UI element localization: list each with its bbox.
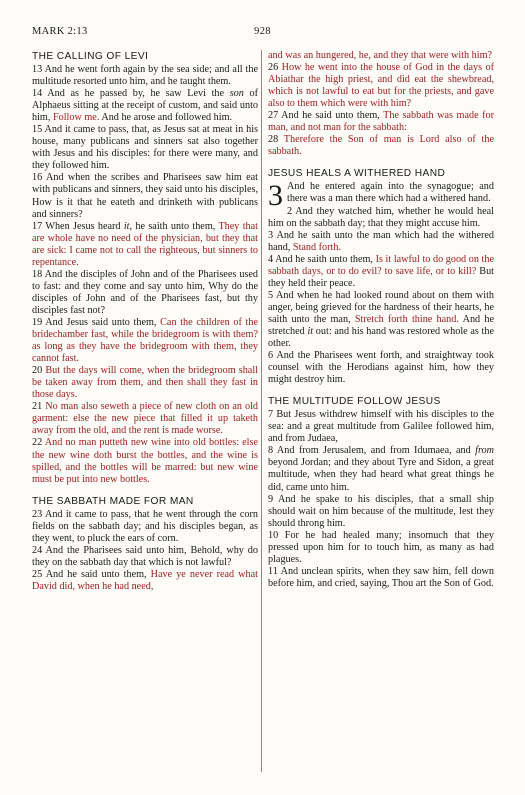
verse-text: 9 And he spake to his disciples, that a small ship should wait on him because of the multitude, lest they should throng him. xyxy=(268,493,494,529)
words-of-christ: But the days will come, when the bridegroom shall be taken away from them, and then shall they fast in those days. xyxy=(32,365,258,401)
verse-text: 7 But Jesus withdrew himself with his disciples to the sea: and a great multitude from Galilee followed him, and from Judaea, xyxy=(268,409,494,445)
verse xyxy=(268,566,494,590)
words-of-christ: No man also seweth a piece of new cloth on an old garment: else the new piece that filled it up taketh away from the old, and the rent is made worse. xyxy=(32,401,259,437)
left-column xyxy=(32,50,258,593)
verse xyxy=(32,509,258,545)
verse xyxy=(268,409,494,445)
verse xyxy=(32,124,258,172)
verse xyxy=(268,350,494,386)
verse xyxy=(32,64,258,88)
verse-text: 27 And he said unto them, xyxy=(268,110,384,122)
verse xyxy=(268,110,494,134)
words-of-christ: and was an hungered, he, and they that were with him? xyxy=(268,50,493,61)
verse-text: 23 And it came to pass, that he went through the corn fields on the sabbath day; and his disciples began, as they went, to pluck the ears of corn. xyxy=(32,508,258,544)
verse-text: 21 xyxy=(32,401,46,413)
section-heading: THE MULTITUDE FOLLOW JESUS xyxy=(268,396,441,408)
chapter-number: 3 xyxy=(268,179,283,213)
verse-text: And he stretched xyxy=(268,313,494,337)
verse-text: 25 And he said unto them, xyxy=(32,568,151,580)
words-of-christ: Is it lawful to do good on the sabbath days, or to do evil? to save life, or to kill? xyxy=(268,253,494,277)
verse-text: 6 And the Pharisees went forth, and straightway took counsel with the Herodians against him, how they might destroy him. xyxy=(268,350,494,386)
verse xyxy=(268,494,494,530)
italic-text: son xyxy=(229,88,244,100)
italic-text: from xyxy=(475,445,494,457)
right-column xyxy=(268,50,494,590)
verse-text: 10 For he had healed many; insomuch that they pressed upon him for to touch him, as many as had plagues. xyxy=(268,529,494,565)
verse xyxy=(32,365,258,401)
verse xyxy=(32,317,258,365)
verse-text: out: and his hand was restored whole as the other. xyxy=(268,325,494,350)
verse xyxy=(32,401,258,437)
verse-text: 24 And the Pharisees said unto him, Behold, why do they on the sabbath day that which is not lawful? xyxy=(32,544,258,568)
verse xyxy=(268,50,494,62)
verse xyxy=(32,172,258,220)
verse-text: 22 xyxy=(32,437,45,449)
words-of-christ: How he went into the house of God in the days of Abiathar the high priest, and did eat the shewbread, which is not lawful to eat but for the priests, and gave also to them which were with him? xyxy=(268,62,494,110)
verse-text: he saith unto them, xyxy=(132,220,219,232)
words-of-christ: Stretch forth thine hand. xyxy=(354,313,459,325)
verse-text: 13 And he went forth again by the sea side; and all the multitude resorted unto him, and he taught them. xyxy=(32,64,258,88)
verse-text: 11 And unclean spirits, when they saw him, fell down before him, and cried, saying, Thou art the Son of God. xyxy=(268,565,494,589)
page-header xyxy=(32,26,493,40)
verse xyxy=(268,530,494,566)
words-of-christ: Can the children of the bridechamber fast, while the bridegroom is with them? as long as they have the bridegroom with them, they cannot fast. xyxy=(32,316,258,365)
section-heading: THE CALLING OF LEVI xyxy=(32,51,149,62)
verse xyxy=(32,569,258,593)
chapter-reference: MARK 2:13 xyxy=(32,26,88,37)
verse xyxy=(268,179,494,213)
verse-text: 17 When Jesus heard xyxy=(32,220,124,232)
section-heading: JESUS HEALS A WITHERED HAND xyxy=(268,168,446,180)
verse-text: of Alphaeus sitting at the receipt of custom, and said unto him, xyxy=(32,88,258,124)
page-number: 928 xyxy=(254,26,271,37)
verse-text: 2 And they watched him, whether he would heal him on the sabbath day; that they might accuse him. xyxy=(268,205,494,229)
words-of-christ: Follow me. xyxy=(52,112,100,124)
verse-text: 20 xyxy=(32,365,46,377)
verse xyxy=(32,545,258,569)
verse-text: And he arose and followed him. xyxy=(99,112,233,124)
section-heading: THE SABBATH MADE FOR MAN xyxy=(32,495,194,507)
verse-text: beyond Jordan; and they about Tyre and Sidon, a great multitude, when they had heard what great things he did, came unto him. xyxy=(268,457,494,493)
verse-text: But they held their peace. xyxy=(268,265,494,289)
verse xyxy=(268,254,494,290)
verse-text: 3 And he saith unto the man which had the withered hand, xyxy=(268,229,494,253)
verse xyxy=(268,290,494,350)
column-divider xyxy=(261,50,262,772)
verse-text: 26 xyxy=(268,62,282,74)
verse-text: 8 And from Jerusalem, and from Idumaea, and xyxy=(268,445,476,457)
verse xyxy=(32,88,258,124)
verse xyxy=(32,269,258,317)
words-of-christ: Therefore the Son of man is Lord also of the sabbath. xyxy=(268,134,494,158)
words-of-christ: They that are whole have no need of the physician, but they that are sick: I came not to call the righteous, but sinners to repentance. xyxy=(32,220,259,268)
verse xyxy=(268,206,494,230)
verse-text: 5 And when he had looked round about on them with anger, being grieved for the hardness of their hearts, he saith unto the man, xyxy=(268,289,494,325)
verse xyxy=(268,134,494,158)
verse-text: And he entered again into the synagogue; and there was a man there which had a withered hand. xyxy=(287,181,494,205)
verse xyxy=(268,62,494,110)
verse xyxy=(268,230,494,254)
verse xyxy=(32,221,258,269)
words-of-christ: Have ye never read what David did, when he had need, xyxy=(32,568,258,592)
verse-text: 19 And Jesus said unto them, xyxy=(32,316,161,328)
verse xyxy=(268,445,494,493)
verse-text: 16 And when the scribes and Pharisees saw him eat with publicans and sinners, they said unto his disciples, How is it that he eateth and drinketh with publicans and sinners? xyxy=(32,172,258,220)
verse-text: 18 And the disciples of John and of the Pharisees used to fast: and they come and say unto him, Why do the disciples of John and of the Pharisees fast, but thy disciples fast not? xyxy=(32,268,258,316)
words-of-christ: The sabbath was made for man, and not man for the sabbath: xyxy=(268,110,494,134)
italic-text: it xyxy=(307,325,314,337)
verse-text: 28 xyxy=(268,134,284,146)
words-of-christ: And no man putteth new wine into old bottles: else the new wine doth burst the bottles, and the wine is spilled, and the bottles will be marred: but new wine must be put into new bottles. xyxy=(32,437,259,485)
verse xyxy=(32,437,258,485)
verse-text: 4 And he saith unto them, xyxy=(268,253,376,265)
italic-text: it, xyxy=(123,220,133,232)
verse-text: 14 And as he passed by, he saw Levi the xyxy=(32,88,230,100)
verse-text: 15 And it came to pass, that, as Jesus sat at meat in his house, many publicans and sinners sat also together with Jesus and his disciples: for there were many, and they followed him. xyxy=(32,124,258,172)
words-of-christ: Stand forth. xyxy=(292,241,342,253)
